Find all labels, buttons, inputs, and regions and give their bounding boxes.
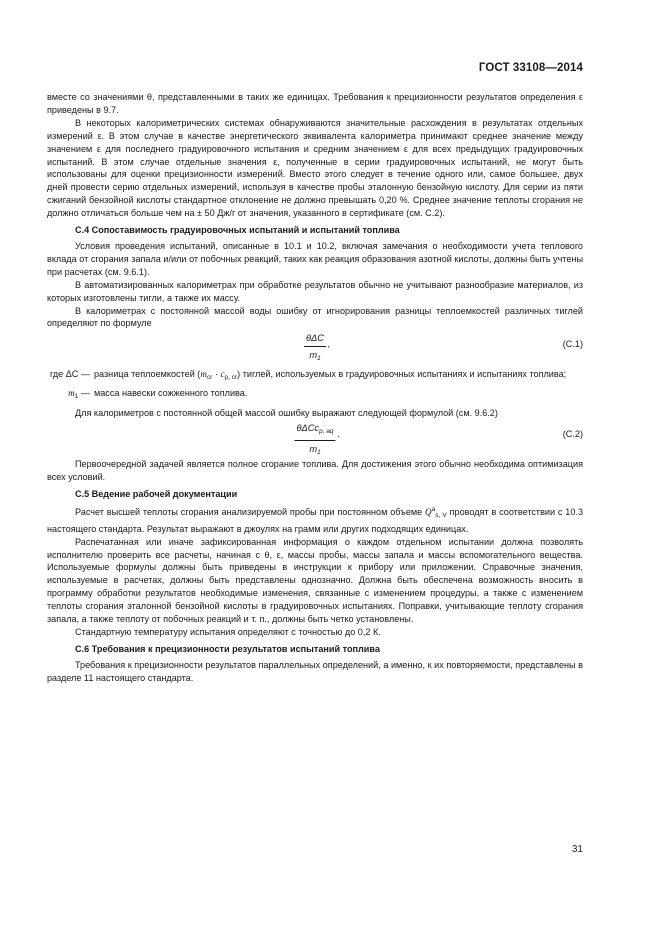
var-sup: a <box>431 505 436 513</box>
text-run: проводят в соответствии с 10.3 настоящего стандарта. Результат выражают в джоулях на грамм или других подходящих единицах. <box>47 506 584 534</box>
paragraph: Требования к прецизионности результатов параллельных определений, а именно, к их повторяемости, представлены в разделе 11 настоящего стандарта. <box>47 659 583 683</box>
dot: · <box>212 369 221 380</box>
den-var: m <box>309 443 318 454</box>
where-symbol: где ΔC — <box>49 369 90 380</box>
var-sub: s, V <box>435 511 447 519</box>
text-run: Расчет высшей теплоты сгорания анализируемой пробы при постоянном объеме <box>75 506 426 517</box>
fraction-denominator <box>304 347 326 366</box>
paragraph: Для калориметров с постоянной общей массой ошибку выражают следующей формулой (см. 9.6.2) <box>75 408 498 419</box>
formula-c1 <box>47 332 583 364</box>
section-heading-c6: С.6 Требования к прецизионности результатов испытаний топлива <box>75 643 380 654</box>
equation-number: (С.2) <box>562 429 583 440</box>
formula-punct: , <box>327 339 330 350</box>
fraction <box>304 332 330 366</box>
var-m: m <box>200 369 207 380</box>
formula-c2 <box>47 422 583 454</box>
den-var: m <box>309 350 318 361</box>
document-code-header: ГОСТ 33108—2014 <box>478 62 583 74</box>
section-heading-c4: С.4 Сопоставимость градуировочных испытаний и испытаний топлива <box>75 225 400 236</box>
fraction-numerator <box>294 422 335 441</box>
fraction-numerator: θΔC <box>304 332 326 347</box>
paragraph: Условия проведения испытаний, описанные в 10.1 и 10.2, включая замечания о необходимости учета теплового вклада от сгорания запала и/или от побочных реакций, таких как реакция образования азотной кислоты, должны быть учтены при расчетах (см. 9.6.1). <box>47 240 583 277</box>
var-c: c <box>220 369 225 380</box>
var-sub: cr <box>206 374 213 382</box>
var-sub: 1 <box>74 393 79 401</box>
where-description: масса навески сожженного топлива. <box>94 388 248 399</box>
desc-text: разница теплоемкостей ( <box>94 369 201 380</box>
den-sub: 1 <box>317 448 321 456</box>
paragraph: В калориметрах с постоянной массой воды ошибку от игнорирования разницы теплоемкостей различных тиглей определяют по формуле <box>47 305 583 329</box>
paragraph: Первоочередной задачей является полное сгорание топлива. Для достижения этого обычно необходима оптимизация всех условий. <box>47 459 583 482</box>
var-q: Q <box>425 506 432 517</box>
fraction-denominator <box>294 441 335 460</box>
dash: — <box>78 388 90 399</box>
paragraph: В автоматизированных калориметрах при обработке результатов обычно не учитывают разнообразие материалов, из которых изготовлены тигли, а также их массу. <box>47 279 583 303</box>
num-sub: p, aq <box>319 428 334 436</box>
num-text: θΔCc <box>296 423 320 434</box>
page-number: 31 <box>571 844 583 855</box>
formula-punct: . <box>337 429 340 440</box>
body-text <box>47 91 583 685</box>
where-description <box>94 368 583 385</box>
var-sub: p, cr <box>224 374 238 382</box>
where-item <box>14 387 583 404</box>
var-m: m <box>68 388 75 399</box>
desc-text: ) тиглей, используемых в градуировочных испытаниях и испытаниях топлива; <box>237 369 567 380</box>
paragraph: В некоторых калориметрических системах обнаруживаются значительные расхождения в результатах отдельных измерений ε. В этом случае в качестве энергетического эквивалента калориметра принимают среднее значение между значением ε для последнего градуировочного испытания и средним значением ε для всех предыдущих градуировочных испытаний. В этом случае отдельные значения ε, полученные в серии градуировочных испытаний, не могут быть использованы для оценки прецизионности измерений. Вместо этого следует в течение одного или, самое большее, двух дней провести серию отдельных измерений, используя в качестве пробы эталонную бензойную кислоту. Для серии из пяти сжиганий бензойной кислоты стандартное отклонение не должно превышать 0,20 %. Среднее значение теплоты сгорания не должно отличаться больше чем на ± 50 Дж/г от значения, указанного в сертификате (см. С.2). <box>47 117 583 219</box>
where-symbol <box>14 387 94 404</box>
equation-number: (С.1) <box>562 339 583 350</box>
paragraph: вместе со значениями θ, представленными в таких же единицах. Требования к прецизионности результатов определения ε приведены в 9.7. <box>47 92 583 115</box>
section-heading-c5: С.5 Ведение рабочей документации <box>75 488 238 499</box>
paragraph <box>47 504 583 536</box>
where-item <box>14 368 583 385</box>
den-sub: 1 <box>317 355 321 363</box>
fraction <box>294 422 340 460</box>
paragraph: Распечатанная или иначе зафиксированная информация о каждом отдельном испытании должна позволять исполнителю проверить все расчеты, начиная с θ, ε, массы пробы, массы запала и массы вспомогательного вещества. Используемые формулы должны быть приведены в инструкции к прибору или приложении. Справочные значения, используемые в расчетах, должны быть представлены однозначно. Должна быть обеспечена возможность вносить в программу обработки результатов необходимые изменения, связанные с изменением процедуры, а также с изменением теплоты сгорания эталонной бензойной кислоты в градуировочных испытаниях. Поправки, учитывающие теплоту сгорания запала, а также теплоту от побочных реакций и т. п., должны быть четко установлены. <box>47 536 583 625</box>
paragraph: Стандартную температуру испытания определяют с точностью до 0,2 К. <box>75 626 381 637</box>
